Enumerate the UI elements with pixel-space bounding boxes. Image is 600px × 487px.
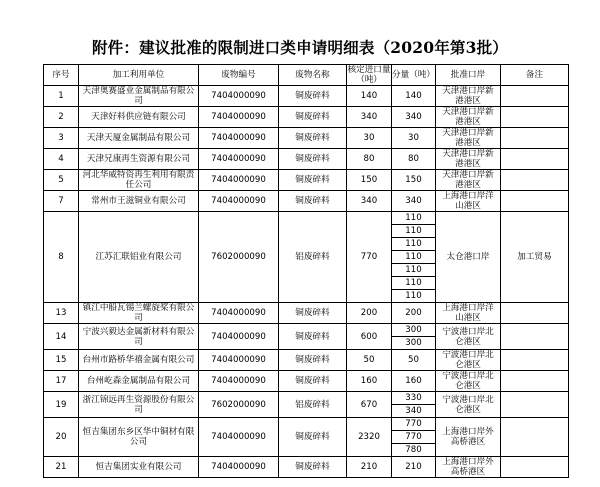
table-body bbox=[44, 86, 569, 478]
table-row bbox=[44, 191, 569, 212]
cell-unit: 江苏汇联铝业有限公司 bbox=[79, 212, 199, 303]
cell-port: 上海港口岸外高桥港区 bbox=[436, 418, 501, 457]
cell-no: 20 bbox=[44, 418, 79, 457]
cell-part: 770 bbox=[392, 431, 436, 444]
cell-no: 14 bbox=[44, 324, 79, 350]
cell-code: 7404000090 bbox=[199, 128, 279, 149]
cell-note bbox=[501, 303, 569, 324]
cell-name: 铜废碎料 bbox=[279, 350, 347, 371]
cell-no: 5 bbox=[44, 170, 79, 191]
table-row bbox=[44, 149, 569, 170]
cell-name: 铜废碎料 bbox=[279, 457, 347, 478]
cell-no: 8 bbox=[44, 212, 79, 303]
table-row bbox=[44, 350, 569, 371]
table-row bbox=[44, 107, 569, 128]
cell-unit: 台州屹森金属制品有限公司 bbox=[79, 371, 199, 392]
cell-part: 300 bbox=[392, 337, 436, 350]
cell-qty: 140 bbox=[347, 86, 392, 107]
header-parts: 分量（吨） bbox=[392, 65, 436, 86]
header-no: 序号 bbox=[44, 65, 79, 86]
cell-qty: 80 bbox=[347, 149, 392, 170]
cell-port: 天津港口岸新港港区 bbox=[436, 170, 501, 191]
cell-code: 7404000090 bbox=[199, 371, 279, 392]
table-row bbox=[44, 418, 569, 431]
table-row bbox=[44, 170, 569, 191]
cell-name: 铜废碎料 bbox=[279, 418, 347, 457]
cell-part: 110 bbox=[392, 251, 436, 264]
cell-name: 铜废碎料 bbox=[279, 149, 347, 170]
cell-port: 天津港口岸新港港区 bbox=[436, 149, 501, 170]
table-row bbox=[44, 128, 569, 149]
table-row bbox=[44, 324, 569, 337]
cell-code: 7404000090 bbox=[199, 191, 279, 212]
cell-part: 30 bbox=[392, 128, 436, 149]
cell-name: 铜废碎料 bbox=[279, 371, 347, 392]
cell-part: 50 bbox=[392, 350, 436, 371]
cell-unit: 台州市路桥华禧金属有限公司 bbox=[79, 350, 199, 371]
cell-part: 140 bbox=[392, 86, 436, 107]
cell-qty: 150 bbox=[347, 170, 392, 191]
cell-qty: 340 bbox=[347, 191, 392, 212]
cell-note bbox=[501, 371, 569, 392]
cell-part: 110 bbox=[392, 212, 436, 225]
header-port: 批准口岸 bbox=[436, 65, 501, 86]
cell-no: 4 bbox=[44, 149, 79, 170]
cell-qty: 670 bbox=[347, 392, 392, 418]
cell-note bbox=[501, 457, 569, 478]
cell-note bbox=[501, 392, 569, 418]
cell-qty: 770 bbox=[347, 212, 392, 303]
cell-unit: 宁波兴毅达金属新材料有限公司 bbox=[79, 324, 199, 350]
cell-part: 80 bbox=[392, 149, 436, 170]
cell-note bbox=[501, 170, 569, 191]
cell-unit: 河北华威特资再生利用有限责任公司 bbox=[79, 170, 199, 191]
cell-part: 770 bbox=[392, 418, 436, 431]
cell-qty: 2320 bbox=[347, 418, 392, 457]
cell-code: 7602000090 bbox=[199, 212, 279, 303]
cell-no: 1 bbox=[44, 86, 79, 107]
cell-name: 铜废碎料 bbox=[279, 191, 347, 212]
cell-code: 7404000090 bbox=[199, 457, 279, 478]
cell-unit: 恒吉集团东乡区华中铜材有限公司 bbox=[79, 418, 199, 457]
cell-code: 7404000090 bbox=[199, 303, 279, 324]
cell-no: 13 bbox=[44, 303, 79, 324]
cell-no: 3 bbox=[44, 128, 79, 149]
cell-port: 太仓港口岸 bbox=[436, 212, 501, 303]
header-unit: 加工利用单位 bbox=[79, 65, 199, 86]
table-row bbox=[44, 212, 569, 225]
cell-part: 150 bbox=[392, 170, 436, 191]
cell-no: 2 bbox=[44, 107, 79, 128]
cell-port: 天津港口岸新港港区 bbox=[436, 107, 501, 128]
cell-code: 7404000090 bbox=[199, 149, 279, 170]
cell-port: 宁波港口岸北仑港区 bbox=[436, 350, 501, 371]
cell-part: 110 bbox=[392, 264, 436, 277]
cell-name: 铜废碎料 bbox=[279, 170, 347, 191]
cell-qty: 200 bbox=[347, 303, 392, 324]
cell-note: 加工贸易 bbox=[501, 212, 569, 303]
cell-port: 上海港口岸洋山港区 bbox=[436, 191, 501, 212]
table-row bbox=[44, 371, 569, 392]
cell-qty: 210 bbox=[347, 457, 392, 478]
cell-unit: 天津好料供应链有限公司 bbox=[79, 107, 199, 128]
cell-code: 7404000090 bbox=[199, 324, 279, 350]
cell-port: 宁波港口岸北仑港区 bbox=[436, 324, 501, 350]
cell-name: 铜废碎料 bbox=[279, 107, 347, 128]
cell-note bbox=[501, 149, 569, 170]
cell-qty: 340 bbox=[347, 107, 392, 128]
cell-part: 340 bbox=[392, 405, 436, 418]
cell-unit: 常州市王滋铜业有限公司 bbox=[79, 191, 199, 212]
header-qty: 核定进口量（吨） bbox=[347, 65, 391, 85]
cell-part: 340 bbox=[392, 107, 436, 128]
cell-note bbox=[501, 350, 569, 371]
header-name: 废物名称 bbox=[279, 65, 347, 86]
cell-part: 110 bbox=[392, 238, 436, 251]
cell-port: 天津港口岸新港港区 bbox=[436, 128, 501, 149]
cell-unit: 恒吉集团实业有限公司 bbox=[79, 457, 199, 478]
cell-unit: 浙江锦远再生资源股份有限公司 bbox=[79, 392, 199, 418]
cell-no: 21 bbox=[44, 457, 79, 478]
cell-no: 7 bbox=[44, 191, 79, 212]
cell-port: 宁波港口岸北仑港区 bbox=[436, 371, 501, 392]
cell-part: 330 bbox=[392, 392, 436, 405]
cell-part: 210 bbox=[392, 457, 436, 478]
table-header-row bbox=[44, 65, 569, 86]
cell-unit: 镇江中船瓦锡兰螺旋桨有限公司 bbox=[79, 303, 199, 324]
cell-no: 15 bbox=[44, 350, 79, 371]
cell-code: 7404000090 bbox=[199, 107, 279, 128]
cell-name: 铜废碎料 bbox=[279, 86, 347, 107]
cell-name: 铜废碎料 bbox=[279, 128, 347, 149]
cell-name: 铝废碎料 bbox=[279, 212, 347, 303]
cell-part: 110 bbox=[392, 290, 436, 303]
cell-port: 上海港口岸洋山港区 bbox=[436, 303, 501, 324]
cell-part: 780 bbox=[392, 444, 436, 457]
cell-part: 300 bbox=[392, 324, 436, 337]
cell-name: 铝废碎料 bbox=[279, 392, 347, 418]
cell-code: 7404000090 bbox=[199, 350, 279, 371]
cell-part: 340 bbox=[392, 191, 436, 212]
cell-unit: 天津奥赛盛业金属制品有限公司 bbox=[79, 86, 199, 107]
cell-part: 110 bbox=[392, 277, 436, 290]
cell-note bbox=[501, 191, 569, 212]
cell-code: 7404000090 bbox=[199, 170, 279, 191]
cell-no: 19 bbox=[44, 392, 79, 418]
cell-name: 铜废碎料 bbox=[279, 324, 347, 350]
cell-unit: 天津天厦金属制品有限公司 bbox=[79, 128, 199, 149]
header-note: 备注 bbox=[501, 65, 569, 86]
document-title: 附件：建议批准的限制进口类申请明细表（2020年第3批） bbox=[91, 38, 509, 57]
cell-part: 200 bbox=[392, 303, 436, 324]
table-row bbox=[44, 457, 569, 478]
cell-note bbox=[501, 418, 569, 457]
application-table bbox=[43, 64, 569, 478]
cell-code: 7404000090 bbox=[199, 418, 279, 457]
cell-qty: 160 bbox=[347, 371, 392, 392]
cell-qty: 50 bbox=[347, 350, 392, 371]
header-code: 废物编号 bbox=[199, 65, 279, 86]
cell-part: 160 bbox=[392, 371, 436, 392]
cell-code: 7404000090 bbox=[199, 86, 279, 107]
cell-name: 铜废碎料 bbox=[279, 303, 347, 324]
cell-port: 上海港口岸外高桥港区 bbox=[436, 457, 501, 478]
cell-port: 宁波港口岸北仑港区 bbox=[436, 392, 501, 418]
table-row bbox=[44, 303, 569, 324]
cell-qty: 600 bbox=[347, 324, 392, 350]
cell-note bbox=[501, 86, 569, 107]
table-row bbox=[44, 86, 569, 107]
cell-unit: 天津兄康再生资源有限公司 bbox=[79, 149, 199, 170]
cell-note bbox=[501, 107, 569, 128]
cell-note bbox=[501, 128, 569, 149]
table-row bbox=[44, 392, 569, 405]
cell-note bbox=[501, 324, 569, 350]
cell-port: 天津港口岸新港港区 bbox=[436, 86, 501, 107]
cell-qty: 30 bbox=[347, 128, 392, 149]
cell-part: 110 bbox=[392, 225, 436, 238]
cell-code: 7602000090 bbox=[199, 392, 279, 418]
cell-no: 17 bbox=[44, 371, 79, 392]
